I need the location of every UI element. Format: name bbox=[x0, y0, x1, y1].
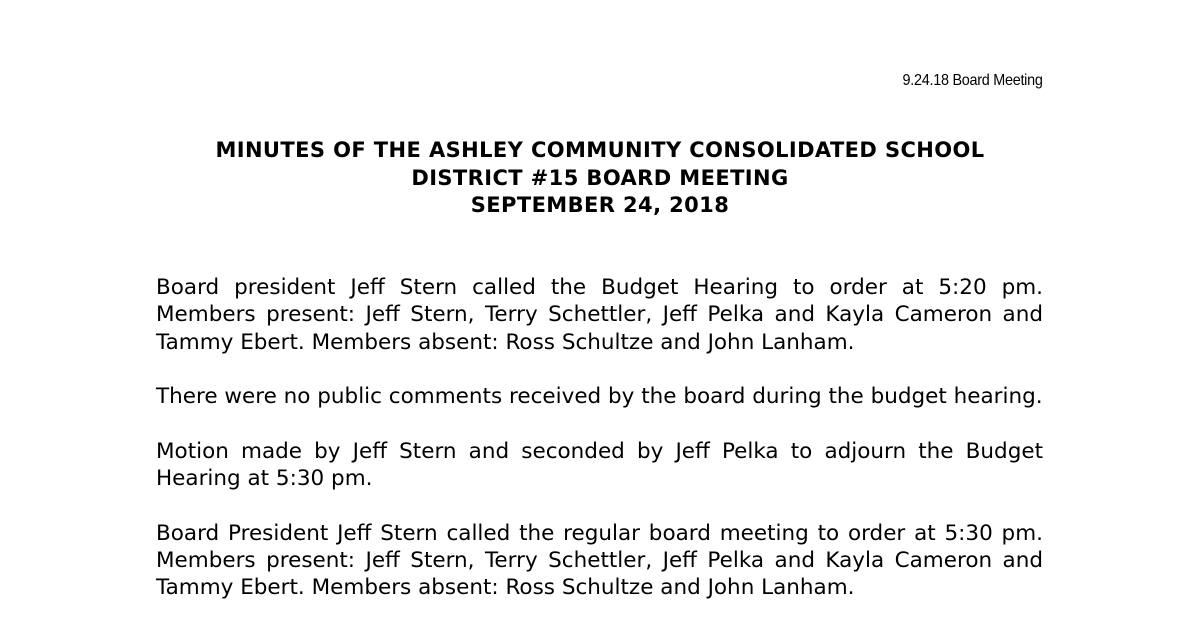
paragraph-public-comments: There were no public comments received by the board during the budget hearing. bbox=[156, 384, 1043, 410]
header-note: 9.24.18 Board Meeting bbox=[902, 72, 1043, 89]
document-body bbox=[156, 274, 1043, 629]
paragraph-adjourn-motion: Motion made by Jeff Stern and seconded by Jeff Pelka to adjourn the Budget Hearing at 5:30 pm. bbox=[156, 438, 1043, 492]
title-line-1: MINUTES OF THE ASHLEY COMMUNITY CONSOLIDATED SCHOOL bbox=[215, 138, 985, 162]
paragraph-budget-hearing-call: Board president Jeff Stern called the Budget Hearing to order at 5:20 pm. Members present: Jeff Stern, Terry Schettler, Jeff Pelka and Kayla Cameron and Tammy Ebert. Members absent: Ross Schultze and John Lanham. bbox=[156, 275, 1043, 355]
paragraph-regular-meeting-call: Board President Jeff Stern called the regular board meeting to order at 5:30 pm. Members present: Jeff Stern, Terry Schettler, Jeff Pelka and Kayla Cameron and Tammy Ebert. Members absent: Ross Schultze and John Lanham. bbox=[156, 520, 1043, 601]
document-title bbox=[150, 137, 1050, 220]
title-line-2: DISTRICT #15 BOARD MEETING bbox=[411, 165, 789, 190]
title-line-3: SEPTEMBER 24, 2018 bbox=[470, 193, 730, 217]
